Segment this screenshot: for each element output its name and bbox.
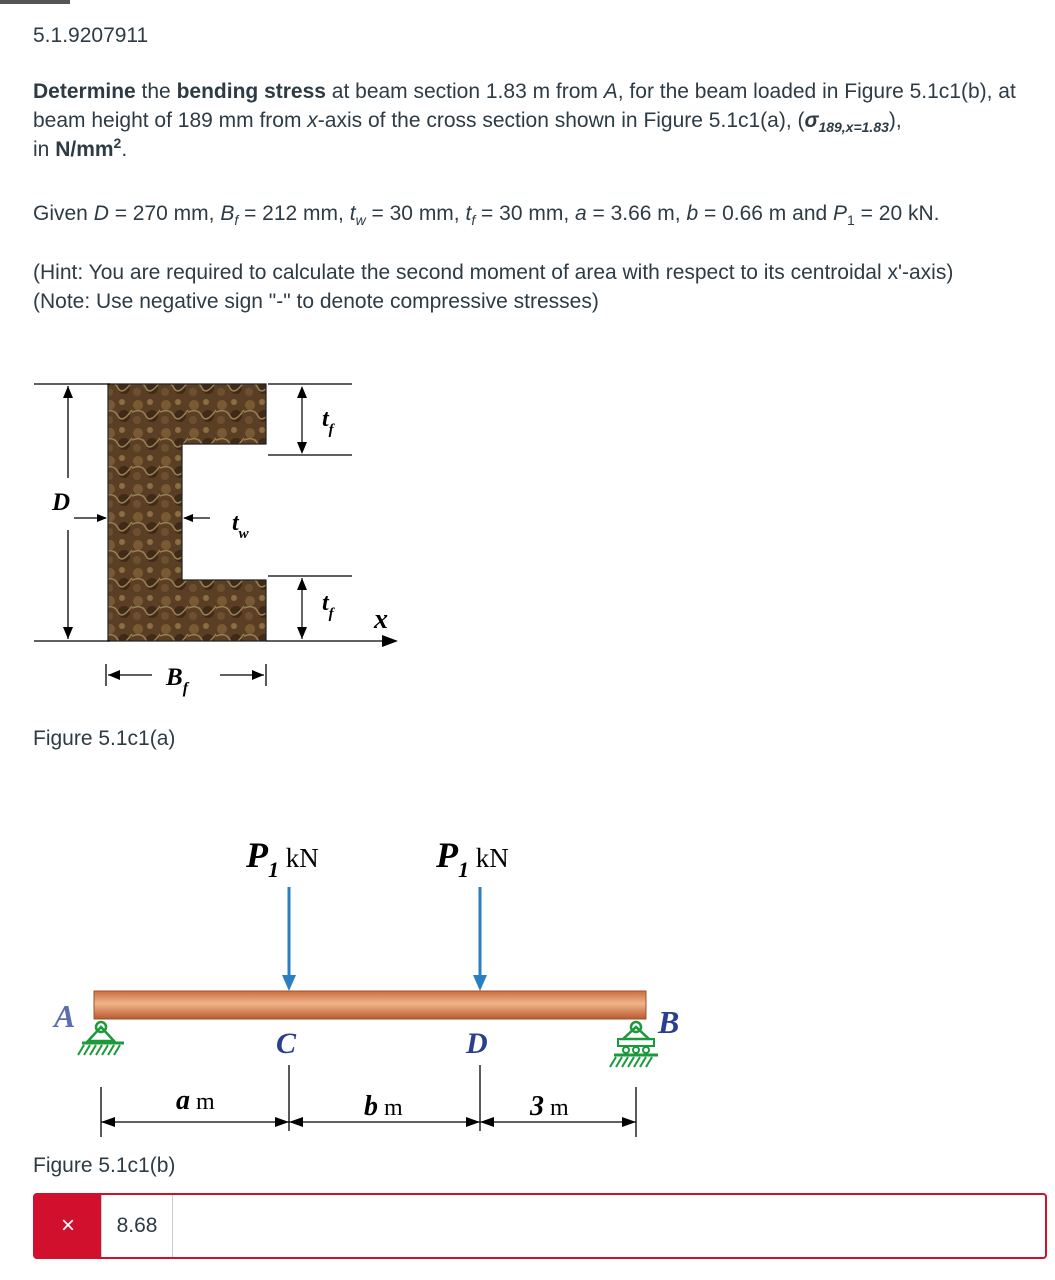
label-d: D bbox=[52, 489, 71, 516]
cross-section-figure bbox=[20, 370, 440, 710]
label-point-b: B bbox=[658, 1004, 680, 1040]
beam-figure bbox=[40, 825, 700, 1145]
svg-text:a m: a m bbox=[176, 1085, 215, 1116]
svg-text:tf: $t_f$ bbox=[322, 590, 334, 622]
top-bar bbox=[0, 0, 70, 4]
label-tf-bottom: t bbox=[322, 590, 329, 616]
support-b-roller bbox=[610, 1022, 658, 1067]
given-values: Given D = 270 mm, $B_f = 212$ mm, $t_w = 30$ mm, $t_f = 30$ mm, a = 3.66 m, b = 0.66 m and $P_1 = 20$ kN. bbox=[33, 202, 940, 229]
label-bf: B bbox=[166, 664, 183, 691]
support-a-pin bbox=[78, 1022, 124, 1055]
problem-statement bbox=[33, 77, 1043, 164]
load-label-right: P bbox=[436, 835, 458, 875]
figure-b-caption: Figure 5.1c1(b) bbox=[33, 1154, 176, 1177]
figure-a-caption: Figure 5.1c1(a) bbox=[33, 727, 176, 750]
svg-text:tw: $t_w$ bbox=[232, 510, 249, 542]
label-tw: t bbox=[232, 510, 239, 536]
dim-label-a: a bbox=[176, 1085, 190, 1116]
answer-box bbox=[33, 1193, 1047, 1259]
svg-text:3 m: 3 m bbox=[530, 1091, 569, 1122]
dim-label-3: 3 bbox=[530, 1091, 544, 1122]
svg-text:P1 kN: $P_1$ $^{kN}$ bbox=[246, 835, 319, 882]
svg-text:b m: b m bbox=[364, 1091, 403, 1122]
label-point-d: D bbox=[466, 1027, 488, 1060]
label-point-c: C bbox=[276, 1027, 297, 1060]
incorrect-icon: × bbox=[35, 1195, 101, 1257]
hint-text: (Hint: You are required to calculate the second moment of area with respect to its centroidal x'-axis) bbox=[33, 261, 954, 284]
problem-line-1: Determine the bending stress at beam section 1.83 m from A, for the beam loaded in Figure 5.1c1(b), at bbox=[33, 80, 1016, 103]
note-text: (Note: Use negative sign "-" to denote compressive stresses) bbox=[33, 290, 599, 313]
problem-line-2: beam height of 189 mm from x-axis of the cross section shown in Figure 5.1c1(a), $(\sigma_{189,x=1.83})$, bbox=[33, 109, 902, 136]
dim-label-b: b bbox=[364, 1091, 378, 1122]
beam bbox=[94, 991, 646, 1019]
answer-input[interactable]: 8.68 bbox=[101, 1195, 173, 1257]
problem-line-3: in $N/mm^2$. bbox=[33, 135, 128, 161]
svg-text:tf: $t_f$ bbox=[322, 406, 334, 438]
label-point-a: A bbox=[54, 998, 76, 1034]
load-label-left: P bbox=[246, 835, 268, 875]
label-x-axis: x bbox=[374, 604, 388, 635]
svg-text:Bf: $B_f$ bbox=[166, 664, 189, 697]
channel-section bbox=[108, 384, 266, 641]
label-tf-top: t bbox=[322, 406, 329, 432]
question-id: 5.1.9207911 bbox=[33, 24, 149, 47]
hint-and-note bbox=[33, 258, 1043, 316]
svg-text:P1 kN: $P_1$ $^{kN}$ bbox=[436, 835, 509, 882]
